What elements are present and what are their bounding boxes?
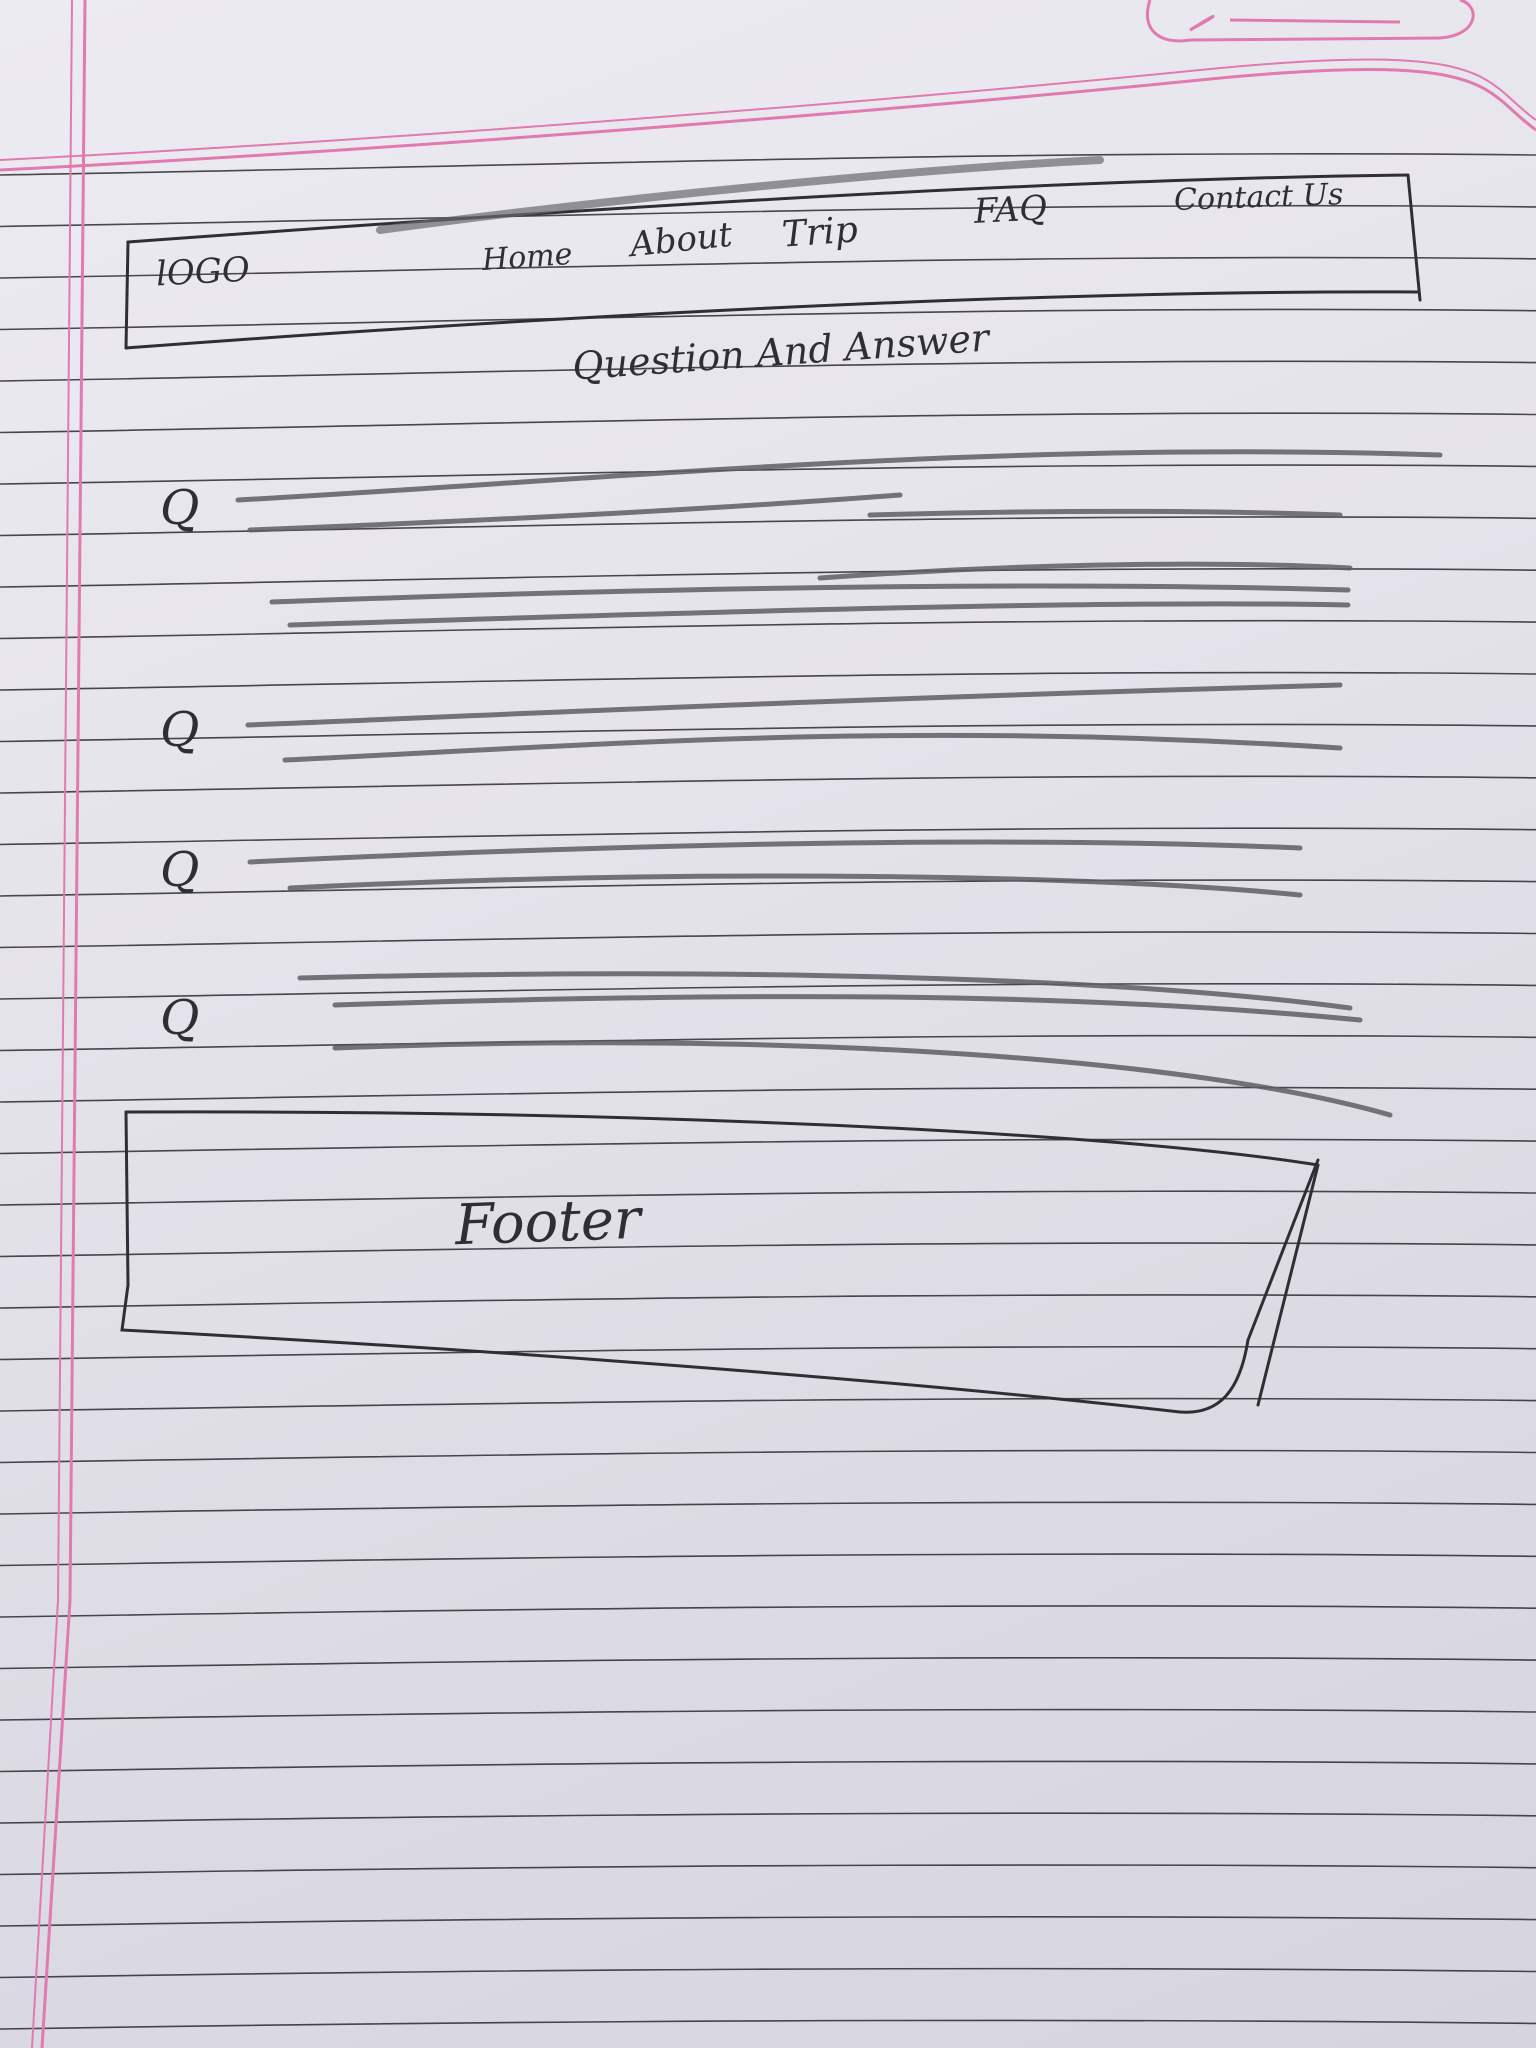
- nav-trip: Trip: [780, 209, 860, 256]
- nav-faq: FAQ: [973, 188, 1049, 232]
- question-marker: Q: [160, 842, 200, 898]
- nav-home: Home: [480, 236, 574, 279]
- ruled-line: [0, 1347, 1536, 1360]
- footer-label: Footer: [453, 1186, 642, 1259]
- ruled-line: [0, 1813, 1536, 1823]
- ruled-line: [0, 880, 1536, 896]
- page-corner-stamp: [1147, 0, 1473, 41]
- ruled-line: [0, 1658, 1536, 1669]
- nav-about: About: [628, 214, 735, 266]
- ruled-line: [0, 621, 1536, 639]
- answer-lines: [238, 452, 1440, 1115]
- ruled-line: [0, 1139, 1536, 1153]
- ruled-line: [0, 776, 1536, 793]
- question-marker: Q: [160, 990, 200, 1046]
- ruled-line: [0, 1710, 1536, 1720]
- ruled-line: [0, 309, 1536, 329]
- ruled-line: [0, 1761, 1536, 1771]
- ruled-line: [0, 2020, 1536, 2029]
- question-marker: Q: [160, 702, 200, 758]
- footer-box: [122, 1112, 1318, 1412]
- ruled-line: [0, 517, 1536, 536]
- ruled-line: [0, 1295, 1536, 1308]
- ruled-line: [0, 1917, 1536, 1926]
- ruled-line: [0, 1243, 1536, 1256]
- ruled-line: [0, 1865, 1536, 1874]
- ruled-line: [0, 1554, 1536, 1565]
- nav-contact-us: Contact Us: [1173, 177, 1344, 218]
- ruled-lines: [0, 154, 1536, 2048]
- ruled-line: [0, 1450, 1536, 1462]
- ruled-line: [0, 1502, 1536, 1514]
- ruled-line: [0, 413, 1536, 432]
- ruled-line: [0, 569, 1536, 587]
- question-marker: Q: [160, 480, 200, 536]
- ruled-line: [0, 1969, 1536, 1978]
- ruled-line: [0, 932, 1536, 948]
- ruled-line: [0, 1606, 1536, 1617]
- logo-placeholder: lOGO: [155, 249, 251, 295]
- ruled-line: [0, 1399, 1536, 1411]
- page-heading: Question And Answer: [570, 315, 991, 389]
